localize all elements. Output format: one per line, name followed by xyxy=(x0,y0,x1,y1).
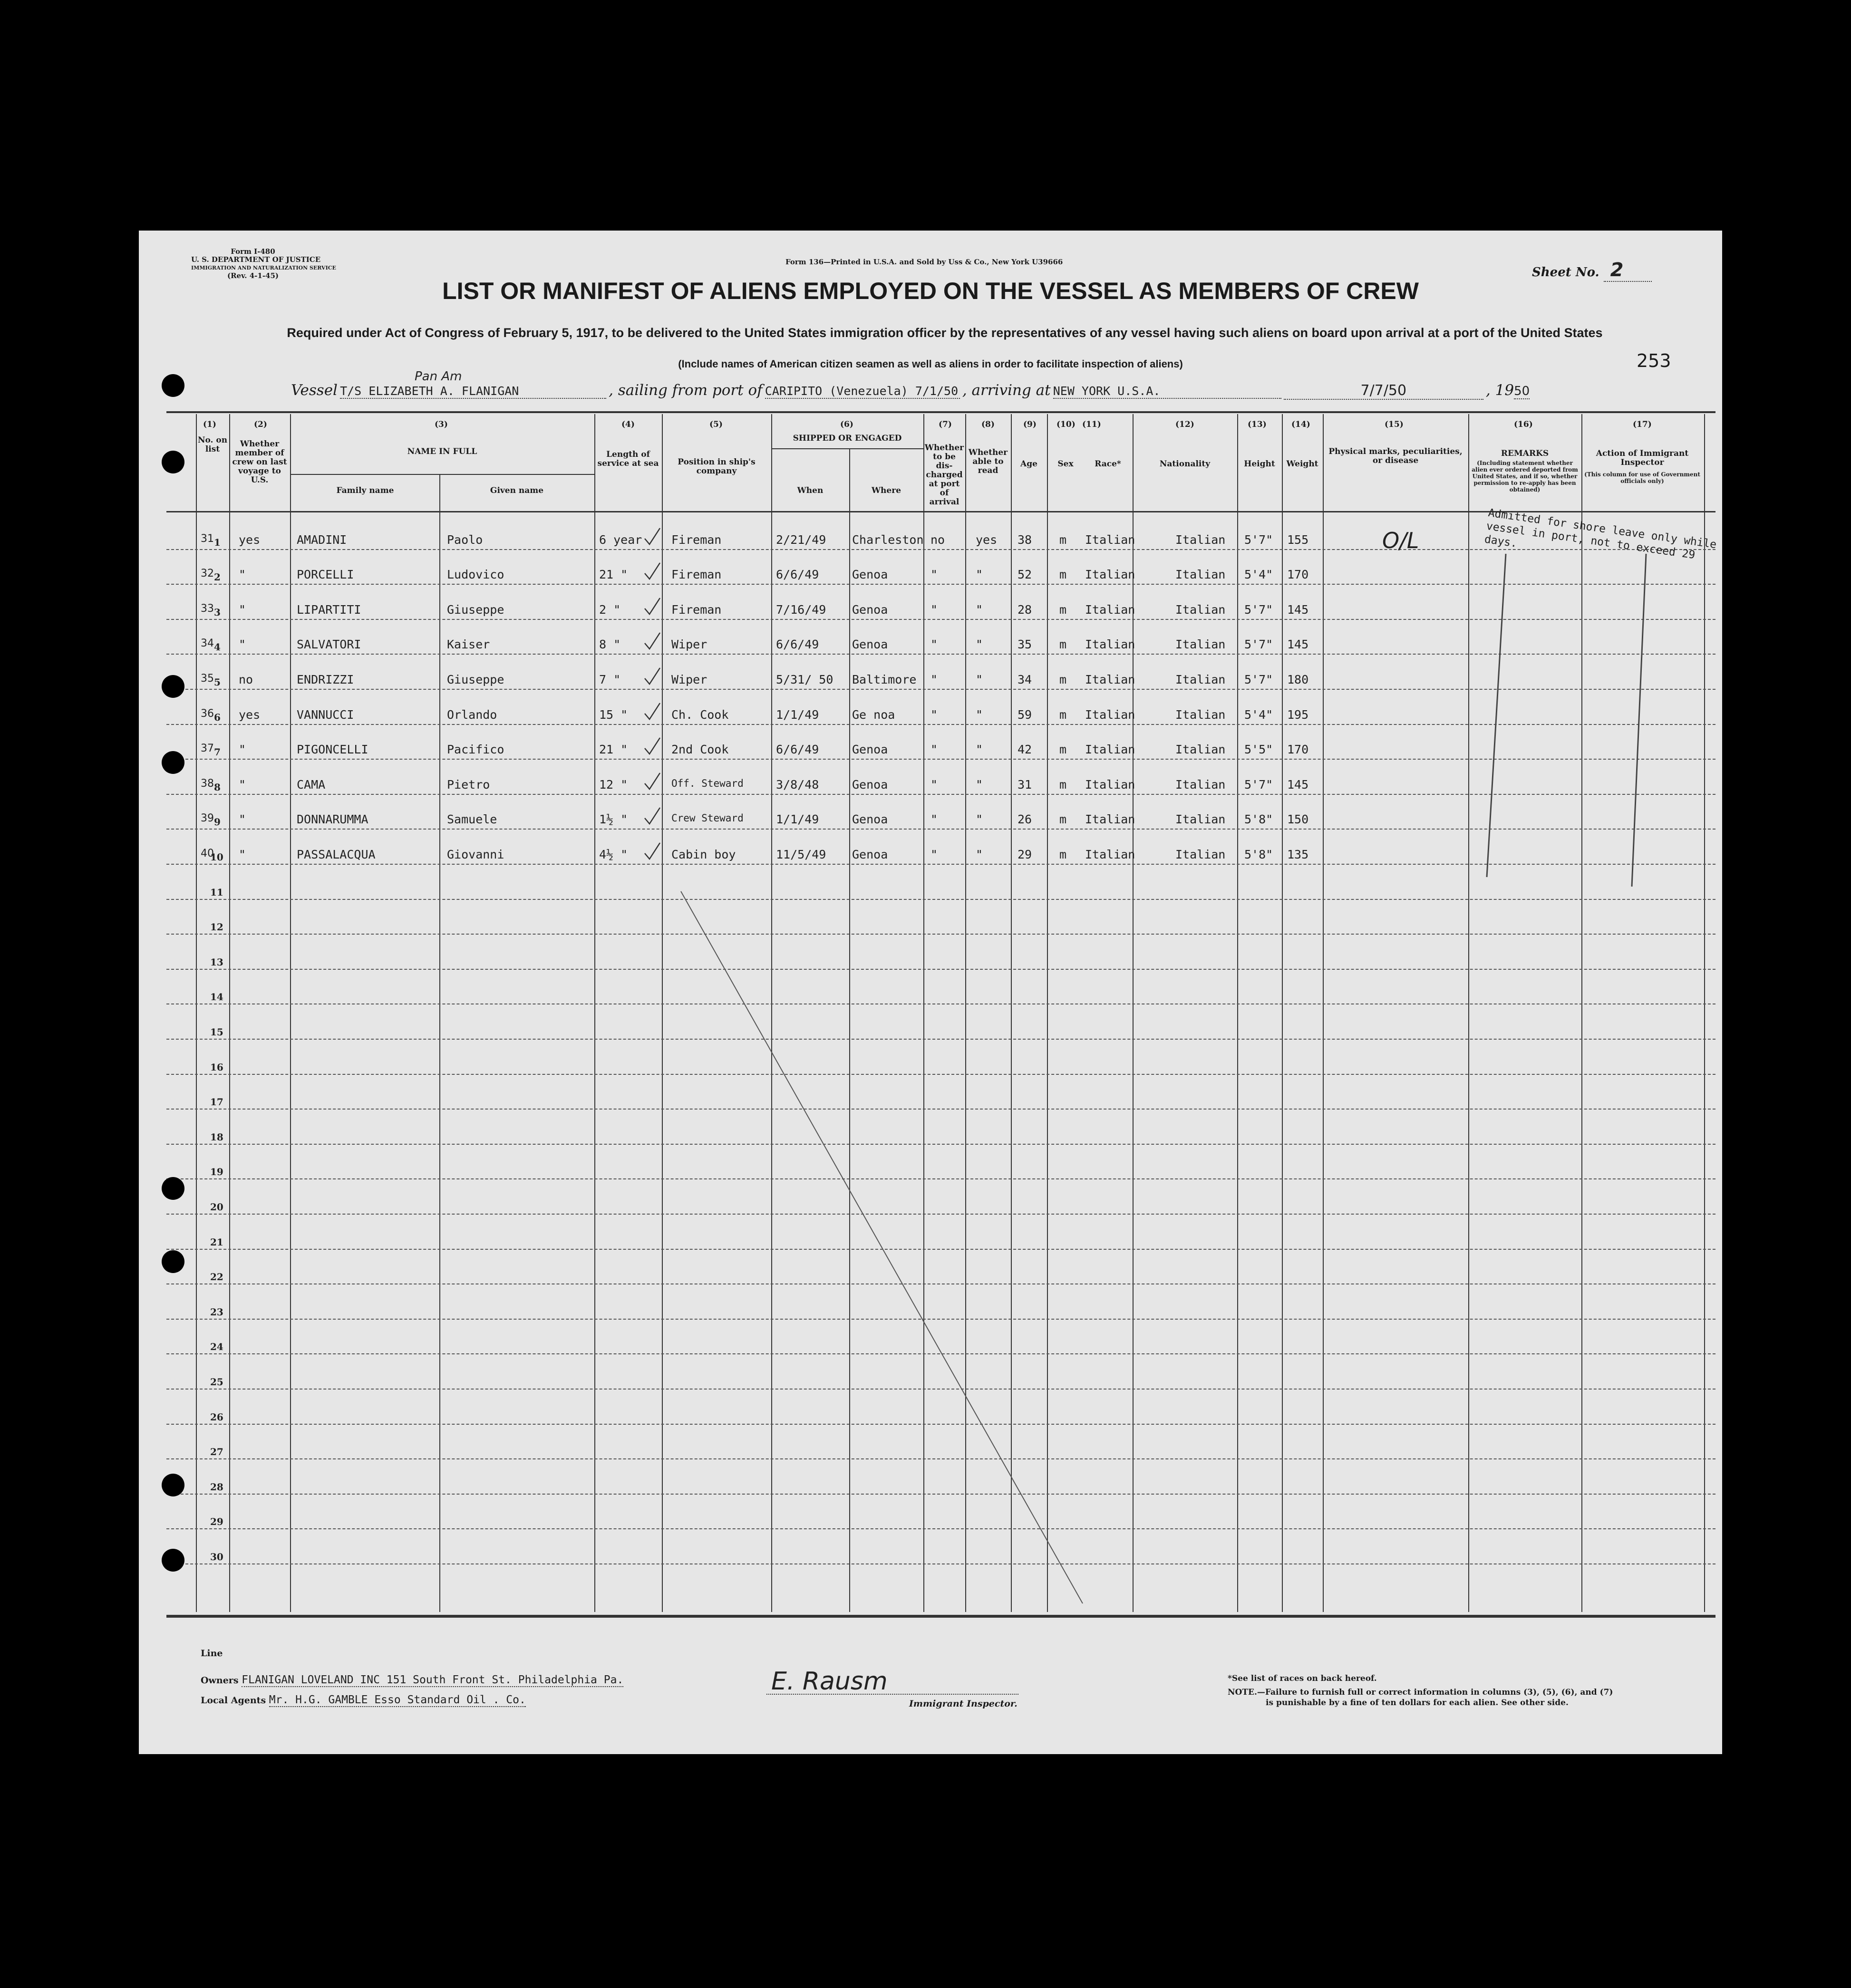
crew-when: 1/1/49 xyxy=(776,812,819,826)
crew-nationality: Italian xyxy=(1175,568,1226,581)
crew-prior: " xyxy=(239,603,246,617)
punch-hole xyxy=(162,751,184,774)
annotation-strokes xyxy=(139,231,1722,1754)
col-num: (6) xyxy=(840,420,853,429)
crew-given: Ludovico xyxy=(447,568,504,581)
crew-when: 6/6/49 xyxy=(776,637,819,651)
row-number: 22 xyxy=(210,1271,223,1283)
col-num: (14) xyxy=(1291,420,1310,429)
col-header-inspector-note: (This column for use of Government officials only) xyxy=(1584,471,1700,484)
owners-value: FLANIGAN LOVELAND INC 151 South Front St. Philadelphia Pa. xyxy=(242,1674,624,1686)
crew-race: Italian xyxy=(1085,673,1135,686)
crew-prior: yes xyxy=(239,533,261,547)
crew-list-no: 35 xyxy=(201,673,214,685)
manifest-sheet xyxy=(139,231,1722,1754)
crew-read: " xyxy=(976,603,983,617)
crew-height: 5'5" xyxy=(1244,743,1273,756)
crew-read: " xyxy=(976,743,983,756)
crew-weight: 155 xyxy=(1287,533,1309,547)
crew-weight: 195 xyxy=(1287,708,1309,722)
department: U. S. DEPARTMENT OF JUSTICE xyxy=(191,255,321,264)
crew-family: PORCELLI xyxy=(297,568,354,581)
crew-race: Italian xyxy=(1085,708,1135,722)
col-header-race: Race* xyxy=(1095,459,1121,469)
crew-position: Fireman xyxy=(671,603,722,617)
crew-weight: 170 xyxy=(1287,743,1309,756)
crew-list-no: 31 xyxy=(201,533,214,545)
crew-prior: no xyxy=(239,673,253,686)
penalty-note-line1: NOTE.—Failure to furnish full or correct information in columns (3), (5), (6), and (7) xyxy=(1228,1688,1613,1697)
col-header-nationality: Nationality xyxy=(1159,459,1211,469)
crew-race: Italian xyxy=(1085,603,1135,617)
crew-nationality: Italian xyxy=(1175,743,1226,756)
crew-read: " xyxy=(976,778,983,791)
crew-service: 4½ " xyxy=(599,848,628,861)
crew-nationality: Italian xyxy=(1175,812,1226,826)
row-number: 30 xyxy=(210,1551,223,1563)
crew-discharged: " xyxy=(930,778,938,791)
punch-hole xyxy=(162,374,184,397)
crew-discharged: " xyxy=(930,568,938,581)
row-number: 18 xyxy=(210,1131,223,1143)
void-diagonal-stroke xyxy=(681,891,1083,1603)
crew-age: 31 xyxy=(1018,778,1032,791)
crew-sex: m xyxy=(1059,708,1067,722)
crew-race: Italian xyxy=(1085,848,1135,861)
col-header-inspector-action: Action of Immigrant Inspector xyxy=(1596,449,1689,467)
crew-service: 6 year xyxy=(599,533,642,547)
crew-list-no: 37 xyxy=(201,743,214,754)
row-number: 11 xyxy=(210,887,223,898)
crew-race: Italian xyxy=(1085,637,1135,651)
row-number: 7 xyxy=(214,746,221,758)
crew-discharged: " xyxy=(930,812,938,826)
crew-family: VANNUCCI xyxy=(297,708,354,722)
crew-age: 38 xyxy=(1018,533,1032,547)
col-num: (15) xyxy=(1385,420,1404,429)
row-number: 24 xyxy=(210,1341,223,1352)
crew-where: Genoa xyxy=(852,743,888,756)
col-num: (1) xyxy=(203,420,216,429)
crew-age: 29 xyxy=(1018,848,1032,861)
crew-prior: " xyxy=(239,812,246,826)
crew-discharged: " xyxy=(930,637,938,651)
crew-discharged: " xyxy=(930,743,938,756)
revision: (Rev. 4-1-45) xyxy=(227,271,279,280)
crew-where: Genoa xyxy=(852,778,888,791)
row-number: 14 xyxy=(210,991,223,1003)
col-header-physical-marks: Physical marks, peculiarities, or disease xyxy=(1328,447,1463,465)
inspector-signature: E. Rausm xyxy=(771,1667,888,1696)
crew-read: " xyxy=(976,637,983,651)
crew-discharged: " xyxy=(930,708,938,722)
agents-row xyxy=(201,1694,526,1706)
col-header-height: Height xyxy=(1244,459,1275,469)
crew-where: Baltimore xyxy=(852,673,917,686)
crew-when: 2/21/49 xyxy=(776,533,826,547)
row-number: 10 xyxy=(210,851,223,863)
crew-position: Off. Steward xyxy=(671,778,744,789)
crew-race: Italian xyxy=(1085,778,1135,791)
row-number: 3 xyxy=(214,607,221,618)
crew-given: Giuseppe xyxy=(447,603,504,617)
crew-race: Italian xyxy=(1085,533,1135,547)
crew-list-no: 39 xyxy=(201,812,214,824)
inspector-label: Immigrant Inspector. xyxy=(909,1698,1018,1709)
punch-hole xyxy=(162,1250,184,1273)
crew-prior: " xyxy=(239,637,246,651)
crew-discharged: no xyxy=(930,533,945,547)
crew-prior: " xyxy=(239,743,246,756)
row-number: 9 xyxy=(214,816,221,828)
col-header-name-in-full: NAME IN FULL xyxy=(407,447,477,456)
col-header-prior-voyage: Whether member of crew on last voyage to U.S. xyxy=(232,439,287,485)
vessel-label: Vessel xyxy=(291,382,338,399)
row-number: 20 xyxy=(210,1201,223,1213)
arriving-label: , arriving at xyxy=(962,382,1051,399)
penalty-note-line2: is punishable by a fine of ten dollars for each alien. See other side. xyxy=(1266,1698,1569,1708)
row-number: 13 xyxy=(210,956,223,968)
crew-family: ENDRIZZI xyxy=(297,673,354,686)
remarks-initials: O/L xyxy=(1382,528,1419,553)
crew-weight: 145 xyxy=(1287,603,1309,617)
agents-label: Local Agents xyxy=(201,1695,266,1706)
crew-where: Charleston xyxy=(852,533,924,547)
row-number: 16 xyxy=(210,1062,223,1073)
crew-race: Italian xyxy=(1085,743,1135,756)
crew-sex: m xyxy=(1059,848,1067,861)
row-number: 8 xyxy=(214,782,221,793)
col-num: (5) xyxy=(709,420,723,429)
col-header-where: Where xyxy=(871,486,901,495)
punch-hole xyxy=(162,1177,184,1200)
crew-where: Genoa xyxy=(852,637,888,651)
crew-position: Wiper xyxy=(671,673,707,686)
crew-position: Fireman xyxy=(671,568,722,581)
crew-given: Paolo xyxy=(447,533,483,547)
crew-family: PIGONCELLI xyxy=(297,743,368,756)
col-header-when: When xyxy=(797,486,824,495)
crew-sex: m xyxy=(1059,673,1067,686)
crew-service: 21 " xyxy=(599,743,628,756)
page-title: LIST OR MANIFEST OF ALIENS EMPLOYED ON THE VESSEL AS MEMBERS OF CREW xyxy=(442,278,1419,304)
row-number: 28 xyxy=(210,1481,223,1493)
crew-prior: " xyxy=(239,778,246,791)
col-num: (7) xyxy=(939,420,952,429)
crew-given: Samuele xyxy=(447,812,497,826)
crew-position: Crew Steward xyxy=(671,812,744,824)
crew-when: 6/6/49 xyxy=(776,743,819,756)
crew-where: Genoa xyxy=(852,812,888,826)
crew-nationality: Italian xyxy=(1175,848,1226,861)
crew-prior: " xyxy=(239,568,246,581)
crew-age: 52 xyxy=(1018,568,1032,581)
crew-nationality: Italian xyxy=(1175,673,1226,686)
service: IMMIGRATION AND NATURALIZATION SERVICE xyxy=(191,265,336,271)
crew-position: Wiper xyxy=(671,637,707,651)
crew-list-no: 34 xyxy=(201,637,214,649)
row-number: 4 xyxy=(214,641,221,653)
crew-sex: m xyxy=(1059,778,1067,791)
crew-nationality: Italian xyxy=(1175,533,1226,547)
crew-family: SALVATORI xyxy=(297,637,361,651)
col-header-family-name: Family name xyxy=(336,486,394,495)
sheet-number: 2 xyxy=(1604,259,1652,282)
include-note: (Include names of American citizen seamen as well as aliens in order to facilitate inspection of aliens) xyxy=(678,358,1183,370)
crew-height: 5'7" xyxy=(1244,673,1273,686)
crew-when: 6/6/49 xyxy=(776,568,819,581)
crew-list-no: 33 xyxy=(201,603,214,615)
crew-prior: yes xyxy=(239,708,261,722)
punch-hole xyxy=(162,675,184,698)
arrival-date: 7/7/50 xyxy=(1284,382,1483,400)
crew-weight: 180 xyxy=(1287,673,1309,686)
crew-service: 15 " xyxy=(599,708,628,722)
crew-position: Cabin boy xyxy=(671,848,736,861)
crew-discharged: " xyxy=(930,848,938,861)
crew-discharged: " xyxy=(930,603,938,617)
crew-age: 26 xyxy=(1018,812,1032,826)
crew-given: Orlando xyxy=(447,708,497,722)
crew-weight: 145 xyxy=(1287,637,1309,651)
crew-height: 5'7" xyxy=(1244,603,1273,617)
punch-hole xyxy=(162,1474,184,1496)
crew-given: Pacifico xyxy=(447,743,504,756)
crew-age: 59 xyxy=(1018,708,1032,722)
col-num: (8) xyxy=(981,420,995,429)
sailing-port: CARIPITO (Venezuela) 7/1/50 xyxy=(765,384,960,399)
crew-age: 28 xyxy=(1018,603,1032,617)
crew-given: Giovanni xyxy=(447,848,504,861)
sailing-label: , sailing from port of xyxy=(609,382,763,399)
col-header-remarks: REMARKS xyxy=(1501,449,1549,458)
punch-hole xyxy=(162,451,184,473)
crew-height: 5'7" xyxy=(1244,778,1273,791)
crew-position: Ch. Cook xyxy=(671,708,729,722)
row-number: 23 xyxy=(210,1306,223,1318)
crew-sex: m xyxy=(1059,812,1067,826)
crew-height: 5'8" xyxy=(1244,848,1273,861)
crew-given: Kaiser xyxy=(447,637,490,651)
line-label: Line xyxy=(201,1648,223,1659)
col-num: (16) xyxy=(1514,420,1533,429)
crew-sex: m xyxy=(1059,568,1067,581)
crew-weight: 150 xyxy=(1287,812,1309,826)
crew-service: 2 " xyxy=(599,603,621,617)
col-header-no-on-list: No. on list xyxy=(197,435,228,454)
crew-race: Italian xyxy=(1085,812,1135,826)
crew-family: DONNARUMMA xyxy=(297,812,368,826)
crew-sex: m xyxy=(1059,603,1067,617)
col-num: (3) xyxy=(435,420,448,429)
col-header-position: Position in ship's company xyxy=(678,457,756,476)
crew-where: Ge noa xyxy=(852,708,895,722)
crew-age: 34 xyxy=(1018,673,1032,686)
row-number: 15 xyxy=(210,1026,223,1038)
crew-sex: m xyxy=(1059,533,1067,547)
col-num: (9) xyxy=(1023,420,1037,429)
col-header-sex: Sex xyxy=(1057,459,1074,469)
owners-label: Owners xyxy=(201,1675,239,1686)
crew-service: 12 " xyxy=(599,778,628,791)
crew-read: " xyxy=(976,848,983,861)
punch-hole xyxy=(162,1549,184,1572)
crew-where: Genoa xyxy=(852,603,888,617)
agents-value: Mr. H.G. GAMBLE Esso Standard Oil . Co. xyxy=(269,1694,526,1706)
crew-when: 1/1/49 xyxy=(776,708,819,722)
row-number: 27 xyxy=(210,1446,223,1457)
col-num: (17) xyxy=(1633,420,1652,429)
crew-weight: 135 xyxy=(1287,848,1309,861)
row-number: 12 xyxy=(210,921,223,933)
crew-read: " xyxy=(976,708,983,722)
crew-sex: m xyxy=(1059,637,1067,651)
year-suffix: 50 xyxy=(1514,384,1530,398)
crew-read: " xyxy=(976,812,983,826)
col-header-given-name: Given name xyxy=(490,486,544,495)
crew-list-no: 36 xyxy=(201,708,214,720)
crew-weight: 145 xyxy=(1287,778,1309,791)
crew-list-no: 38 xyxy=(201,778,214,790)
crew-service: 1½ " xyxy=(599,812,628,826)
col-header-discharged: Whether to be dis-charged at port of arrival xyxy=(924,443,964,507)
sheet-label: Sheet No. xyxy=(1532,265,1599,280)
penalty-note xyxy=(1228,1687,1613,1708)
row-number: 17 xyxy=(210,1096,223,1108)
row-number: 21 xyxy=(210,1236,223,1248)
crew-read: yes xyxy=(976,533,998,547)
crew-family: LIPARTITI xyxy=(297,603,361,617)
crew-list-no: 40 xyxy=(201,848,214,859)
row-number: 2 xyxy=(214,571,221,583)
row-number: 25 xyxy=(210,1376,223,1388)
crew-position: Fireman xyxy=(671,533,722,547)
crew-given: Pietro xyxy=(447,778,490,791)
row-number: 6 xyxy=(214,712,221,723)
row-number: 26 xyxy=(210,1411,223,1423)
crew-nationality: Italian xyxy=(1175,603,1226,617)
year-prefix: , 19 xyxy=(1485,382,1514,399)
crew-when: 5/31/ 50 xyxy=(776,673,833,686)
crew-read: " xyxy=(976,673,983,686)
crew-given: Giuseppe xyxy=(447,673,504,686)
arrival-port: NEW YORK U.S.A. xyxy=(1053,384,1281,399)
row-number: 5 xyxy=(214,676,221,688)
col-num: (11) xyxy=(1082,420,1101,429)
vessel-name: T/S ELIZABETH A. FLANIGAN xyxy=(340,384,606,399)
owners-row xyxy=(201,1674,623,1686)
crew-where: Genoa xyxy=(852,568,888,581)
col-num: (4) xyxy=(621,420,635,429)
crew-family: AMADINI xyxy=(297,533,347,547)
col-header-shipped-or-engaged: SHIPPED OR ENGAGED xyxy=(793,434,902,443)
crew-age: 42 xyxy=(1018,743,1032,756)
footer-rule xyxy=(166,1615,1715,1616)
col-header-able-to-read: Whether able to read xyxy=(968,448,1008,475)
crew-height: 5'7" xyxy=(1244,533,1273,547)
crew-family: PASSALACQUA xyxy=(297,848,376,861)
vessel-annotation: Pan Am xyxy=(415,369,462,384)
crew-when: 3/8/48 xyxy=(776,778,819,791)
form-code: Form I-480 xyxy=(231,247,275,256)
crew-read: " xyxy=(976,568,983,581)
col-num: (13) xyxy=(1248,420,1267,429)
act-requirement: Required under Act of Congress of February 5, 1917, to be delivered to the United States immigration officer by the representatives of any vessel having such aliens on board upon arrival at a port of the United States xyxy=(287,326,1603,340)
crew-service: 21 " xyxy=(599,568,628,581)
crew-sex: m xyxy=(1059,743,1067,756)
crew-family: CAMA xyxy=(297,778,326,791)
remarks-stamp-text: Admitted for shore leave only while vessel in port, not to exceed 29 days. xyxy=(1483,506,1717,562)
crew-height: 5'4" xyxy=(1244,708,1273,722)
crew-when: 11/5/49 xyxy=(776,848,826,861)
crew-discharged: " xyxy=(930,673,938,686)
crew-prior: " xyxy=(239,848,246,861)
crew-height: 5'4" xyxy=(1244,568,1273,581)
race-note: *See list of races on back hereof. xyxy=(1228,1674,1377,1683)
row-number: 1 xyxy=(214,537,221,548)
col-header-age: Age xyxy=(1020,459,1037,469)
crew-height: 5'8" xyxy=(1244,812,1273,826)
crew-service: 8 " xyxy=(599,637,621,651)
crew-when: 7/16/49 xyxy=(776,603,826,617)
col-num: (12) xyxy=(1175,420,1194,429)
col-header-remarks-note: (Including statement whether alien ever ordered deported from United States, and if so, whether permission to re-apply has been obtained) xyxy=(1472,460,1578,493)
crew-where: Genoa xyxy=(852,848,888,861)
col-header-length-of-service: Length of service at sea xyxy=(597,450,659,468)
col-num: (10) xyxy=(1056,420,1076,429)
crew-nationality: Italian xyxy=(1175,778,1226,791)
crew-nationality: Italian xyxy=(1175,637,1226,651)
signature-line xyxy=(766,1694,1018,1695)
crew-list-no: 32 xyxy=(201,568,214,579)
row-number: 29 xyxy=(210,1516,223,1527)
crew-weight: 170 xyxy=(1287,568,1309,581)
col-num: (2) xyxy=(254,420,267,429)
inspector-bracket-stroke xyxy=(1632,554,1646,887)
crew-position: 2nd Cook xyxy=(671,743,729,756)
col-header-weight: Weight xyxy=(1286,459,1318,469)
stamp-number: 253 xyxy=(1637,350,1671,371)
printer-line: Form 136—Printed in U.S.A. and Sold by Uss & Co., New York U39666 xyxy=(785,258,1063,266)
line-row xyxy=(201,1648,223,1659)
row-number: 19 xyxy=(210,1166,223,1177)
remarks-bracket-stroke xyxy=(1487,554,1506,877)
crew-service: 7 " xyxy=(599,673,621,686)
crew-height: 5'7" xyxy=(1244,637,1273,651)
crew-race: Italian xyxy=(1085,568,1135,581)
crew-nationality: Italian xyxy=(1175,708,1226,722)
crew-age: 35 xyxy=(1018,637,1032,651)
